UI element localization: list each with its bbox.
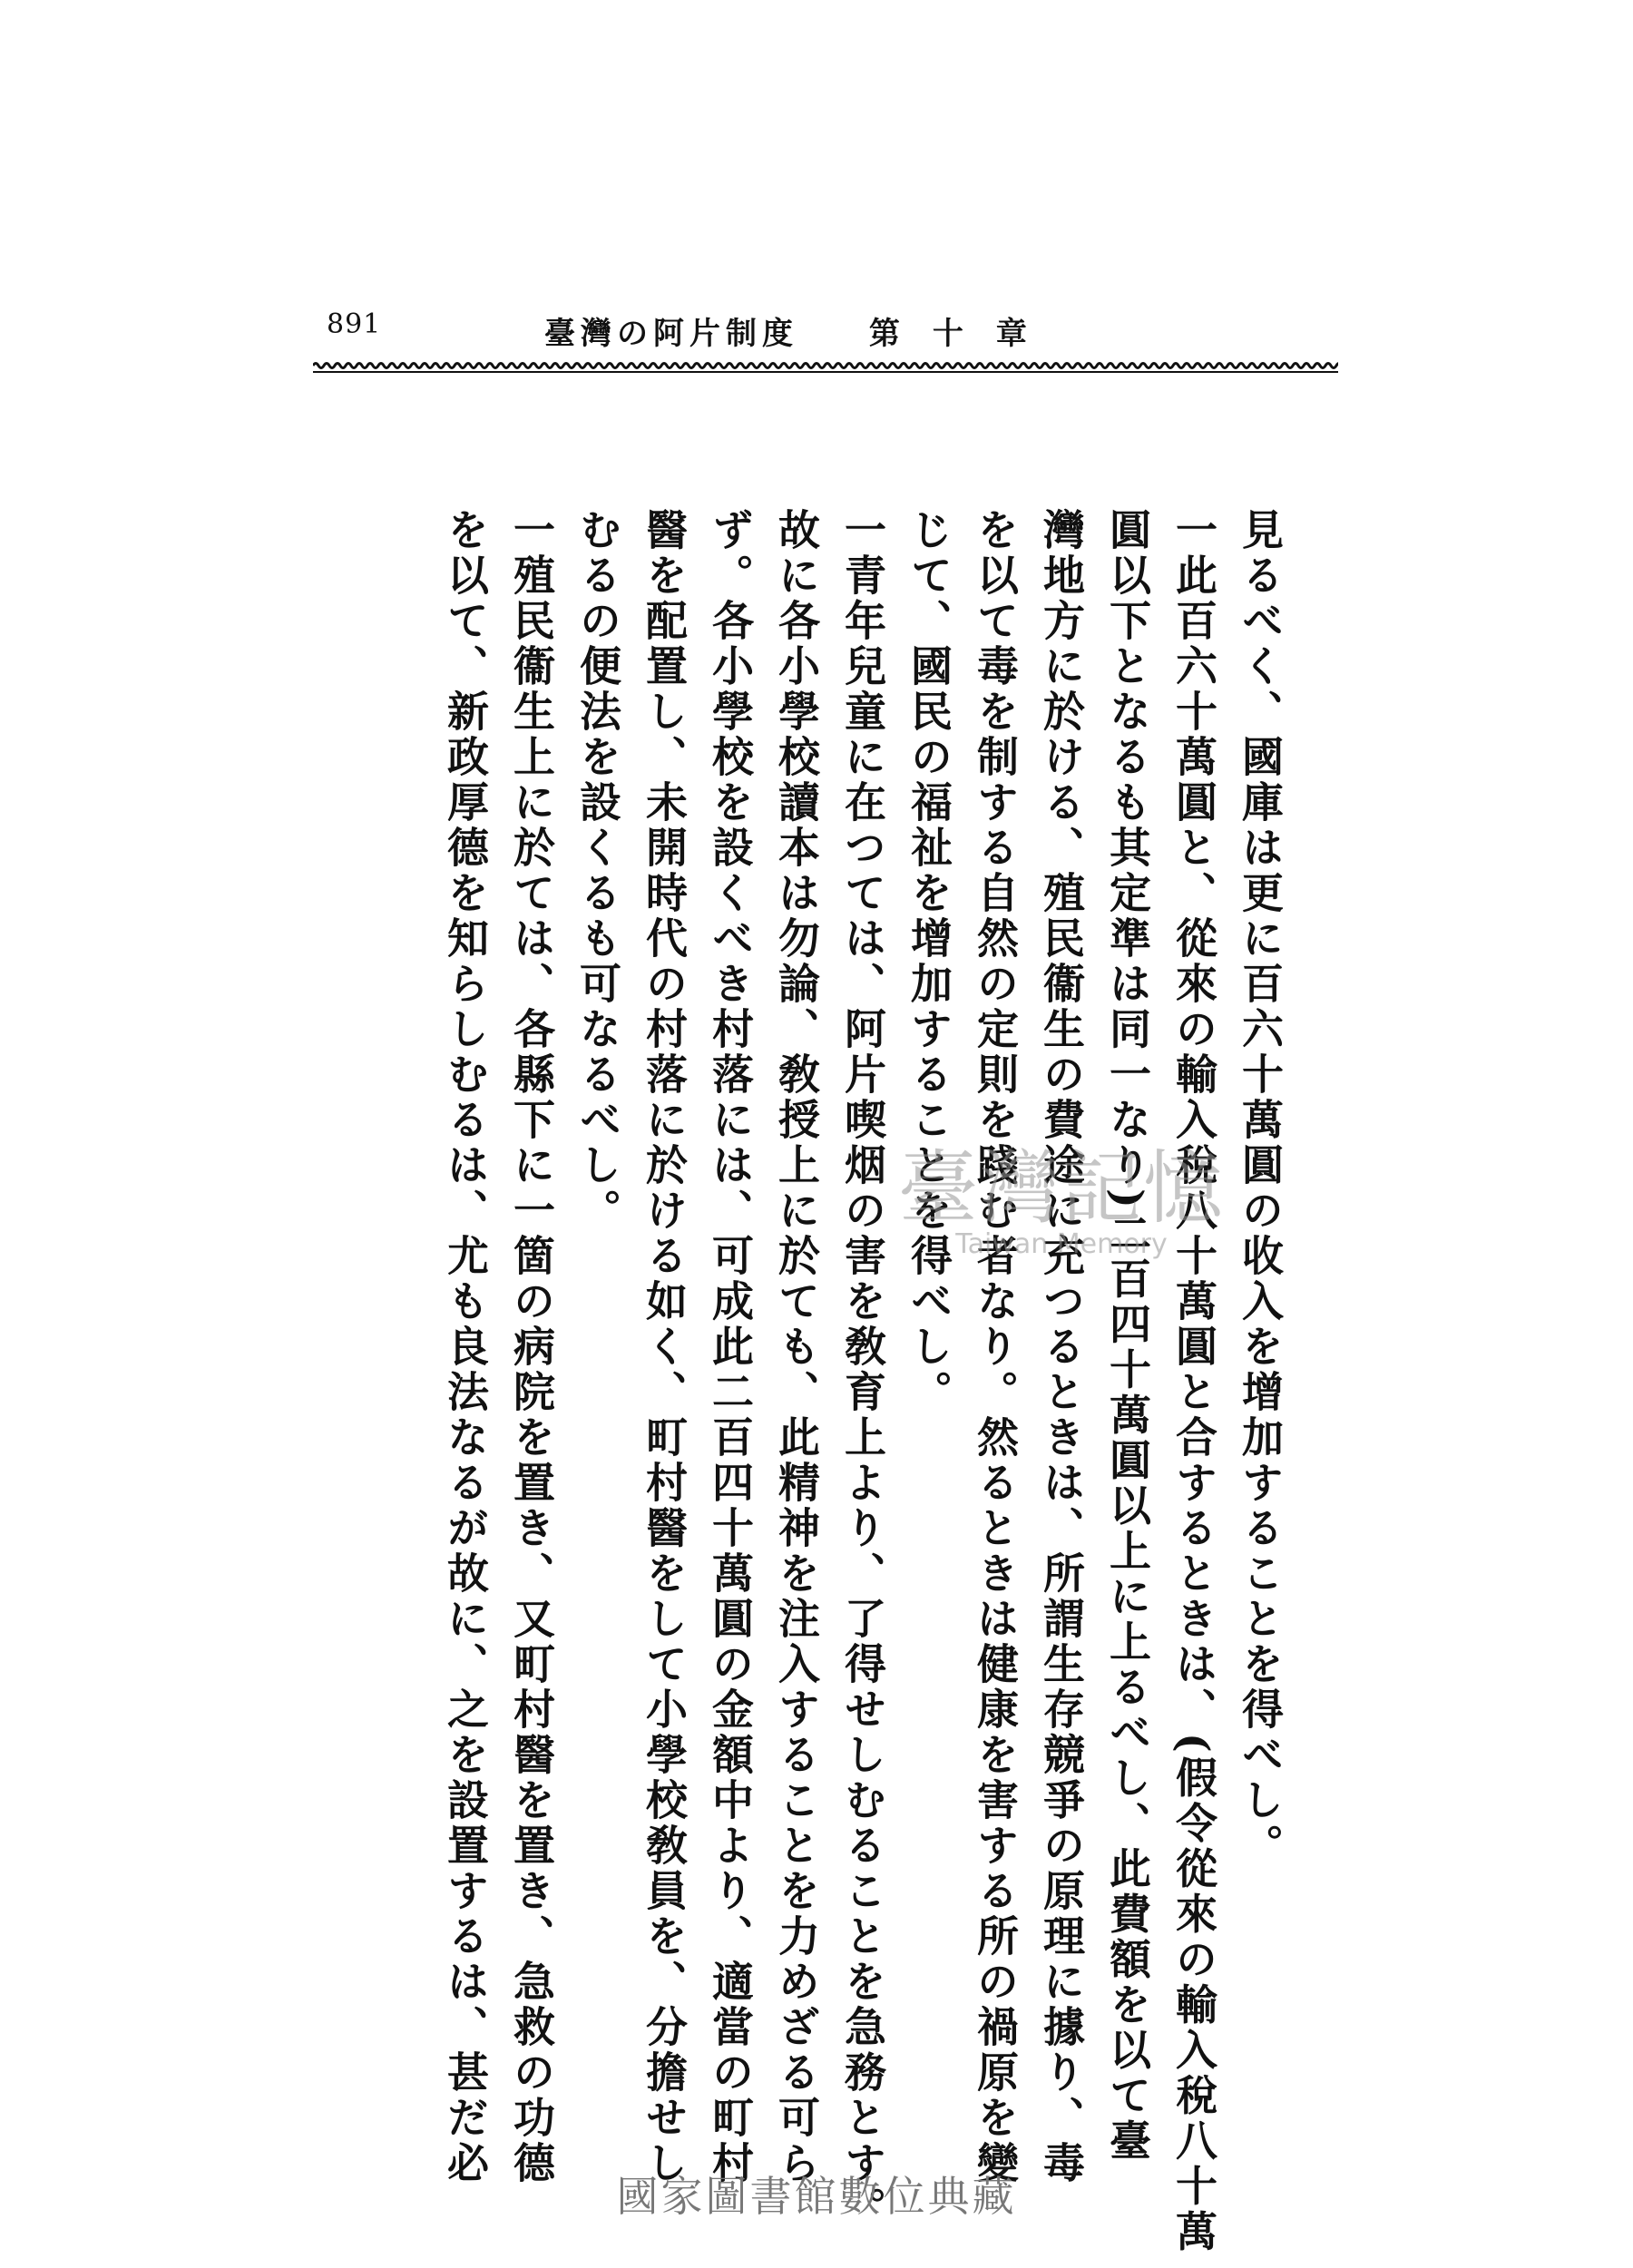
watermark: [853, 1125, 1270, 1260]
body-line: 圓以下となるも其定準は同一なり)二百四十萬圓以上に上るべし、此費額を以て臺: [1103, 508, 1152, 2165]
body-line: じて、國民の福祉を增加することを得べし。: [905, 508, 953, 1415]
body-line: 一青年兒童に在つては、阿片喫烟の害を敎育上より、了得せしむることを急務とす。: [838, 508, 887, 2232]
header-wavy-rule: [313, 358, 1338, 375]
body-line: むるの便法を設くるも可なるべし。: [573, 508, 622, 1234]
page-number: 891: [327, 308, 382, 340]
watermark-chinese: 臺灣記憶: [897, 1141, 1225, 1235]
body-line: 見るべく、國庫は更に百六十萬圓の收入を增加することを得べし。: [1236, 508, 1285, 1869]
body-line: 一此百六十萬圓と、從來の輸入稅八十萬圓と合するときは、(假令從來の輸入稅八十萬: [1169, 508, 1218, 2255]
body-line: 一殖民衞生上に於ては、各縣下に一箇の病院を置き、又町村醫を置き、急救の功德: [507, 508, 556, 2186]
running-head-title: 臺灣の阿片制度: [544, 316, 798, 352]
running-head-chapter: 第十章: [868, 316, 1060, 352]
watermark-english: Taiwan Memory: [955, 1228, 1168, 1260]
body-line: を以て毒を制する自然の定則を踐む者なり。然るときは健康を害する所の禍原を變: [971, 508, 1020, 2186]
running-head: [544, 308, 1071, 353]
body-line: 故に各小學校讀本は勿論、敎授上に於ても、此精神を注入することを力めざる可ら: [772, 508, 821, 2186]
body-line: 灣地方に於ける、殖民衞生の費途に充つるときは、所謂生存競爭の原理に據り、毒: [1037, 508, 1086, 2186]
body-line: 醫を配置し、未開時代の村落に於ける如く、町村醫をして小學校敎員を、分擔せし: [640, 508, 689, 2186]
footer-credit: 國家圖書館數位典藏: [616, 2172, 1017, 2221]
body-line: を以て、新政厚德を知らしむるは、尤も良法なるが故に、之を設置するは、甚だ必: [441, 508, 490, 2186]
body-line: ず。各小學校を設くべき村落には、可成此二百四十萬圓の金額中より、適當の町村: [706, 508, 755, 2186]
